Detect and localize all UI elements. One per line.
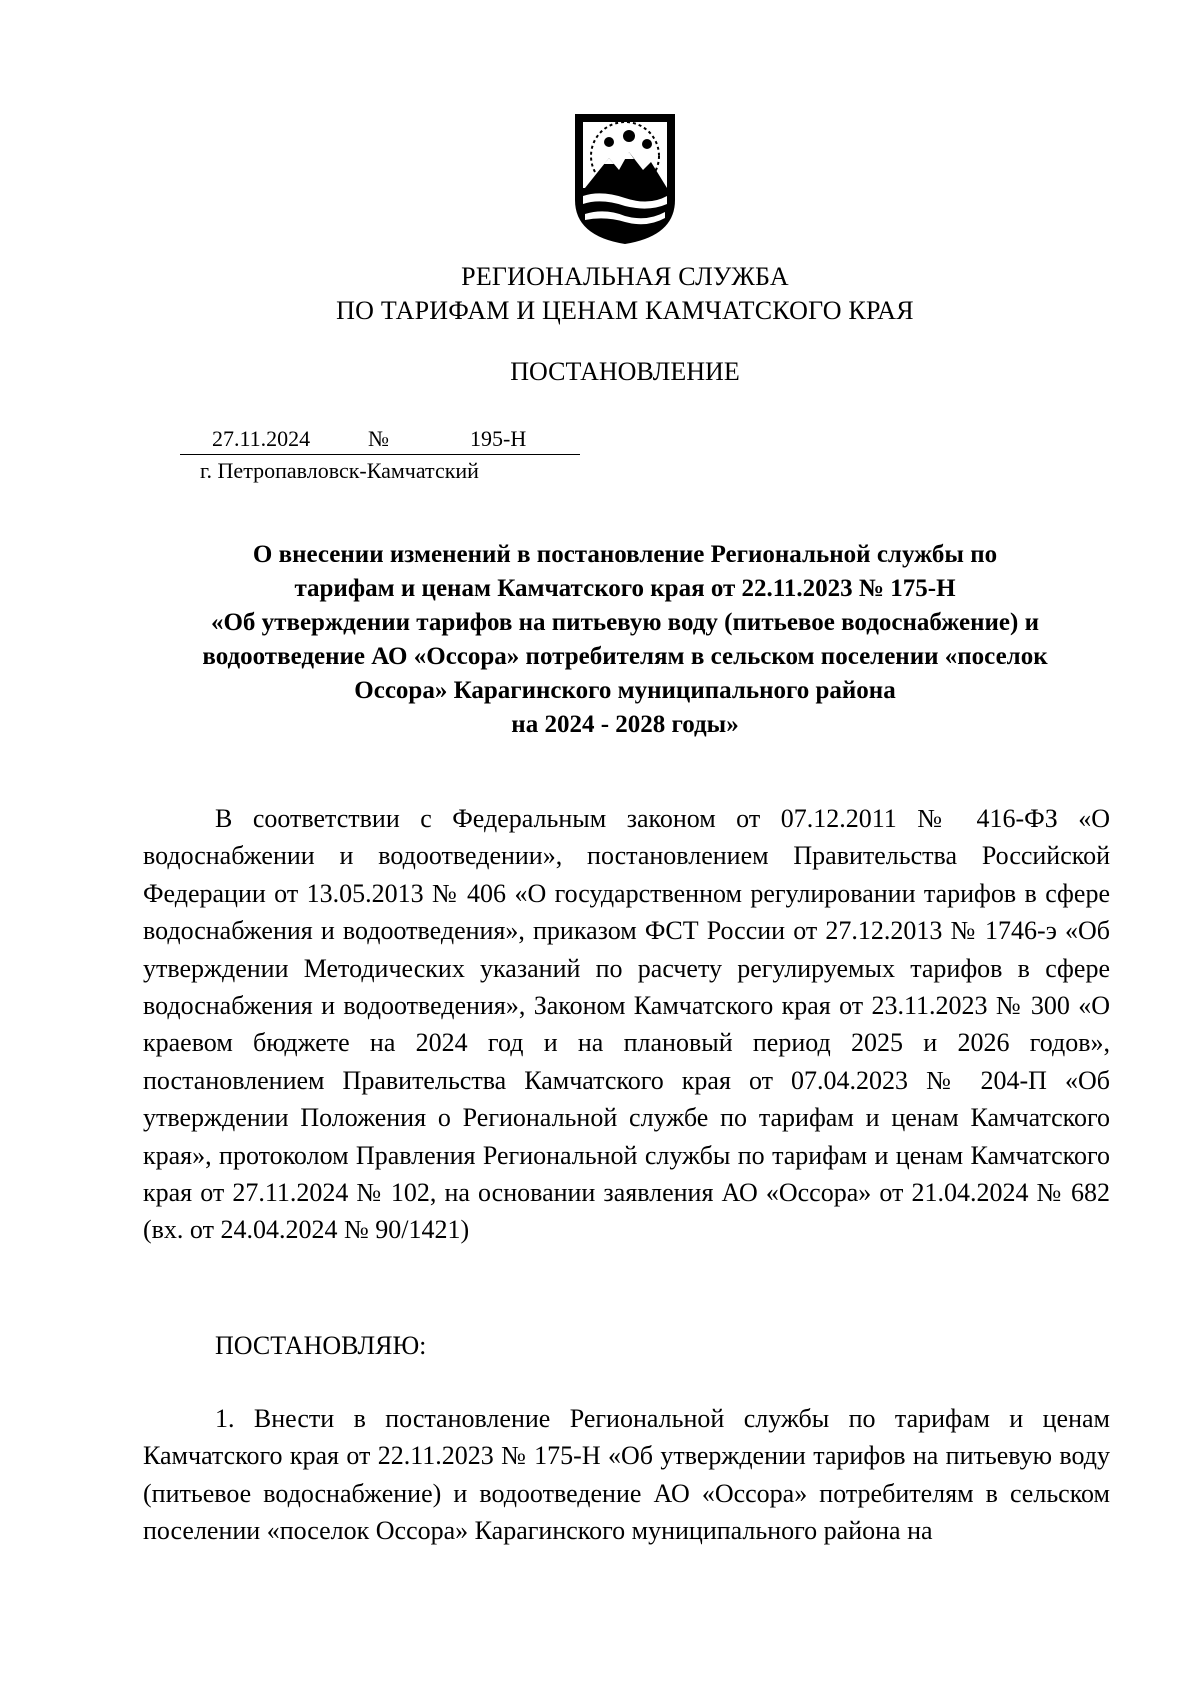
title-line: тарифам и ценам Камчатского края от 22.11.2023 № 175-Н [294,575,956,602]
resolve-heading: ПОСТАНОВЛЯЮ: [215,1331,427,1360]
document-type: ПОСТАНОВЛЕНИЕ [510,357,740,386]
title-line: О внесении изменений в постановление Региональной службы по [252,541,998,568]
org-name-line2: ПО ТАРИФАМ И ЦЕНАМ КАМЧАТСКОГО КРАЯ [336,296,914,325]
document-date: 27.11.2024 [212,426,311,451]
item-1-paragraph: 1. Внести в постановление Региональной службы по тарифам и ценам Камчатского края от 22.11.2023 № 175-Н «Об утверждении тарифов на питьевую воду (питьевое водоснабжение) и водоотведение АО «Оссора» потребителям в сельском поселении «поселок Оссора» Карагинского муниципального района на [143,1404,1110,1546]
org-name-line1: РЕГИОНАЛЬНАЯ СЛУЖБА [461,262,789,291]
document-title [145,538,1105,742]
kamchatka-coat-of-arms-icon [571,108,679,246]
preamble-paragraph: В соответствии с Федеральным законом от 07.12.2011 № 416-ФЗ «О водоснабжении и водоотведении», постановлением Правительства Российской Федерации от 13.05.2013 № 406 «О государственном регулировании тарифов в сфере водоснабжения и водоотведения», приказом ФСТ России от 27.12.2013 № 1746-э «Об утверждении Методических указаний по расчету регулируемых тарифов в сфере водоснабжения и водоотведения», Законом Камчатского края от 23.11.2023 № 300 «О краевом бюджете на 2024 год и на плановый период 2025 и 2026 годов», постановлением Правительства Камчатского края от 07.04.2023 № 204-П «Об утверждении Положения о Региональной службе по тарифам и ценам Камчатского края», протоколом Правления Региональной службы по тарифам и ценам Камчатского края от 27.11.2024 № 102, на основании заявления АО «Оссора» от 21.04.2024 № 682 (вх. от 24.04.2024 № 90/1421) [143,804,1110,1245]
organization-name [0,260,1200,328]
document-number: 195-Н [470,426,527,451]
title-line: водоотведение АО «Оссора» потребителям в сельском поселении «поселок [202,643,1048,670]
title-line: «Об утверждении тарифов на питьевую воду (питьевое водоснабжение) и [210,609,1039,636]
title-line: Оссора» Карагинского муниципального района [354,677,896,704]
number-sign: № [368,426,389,451]
document-city: г. Петропавловск-Камчатский [200,458,479,483]
title-line: на 2024 - 2028 годы» [511,711,739,738]
registration-line [180,424,580,455]
